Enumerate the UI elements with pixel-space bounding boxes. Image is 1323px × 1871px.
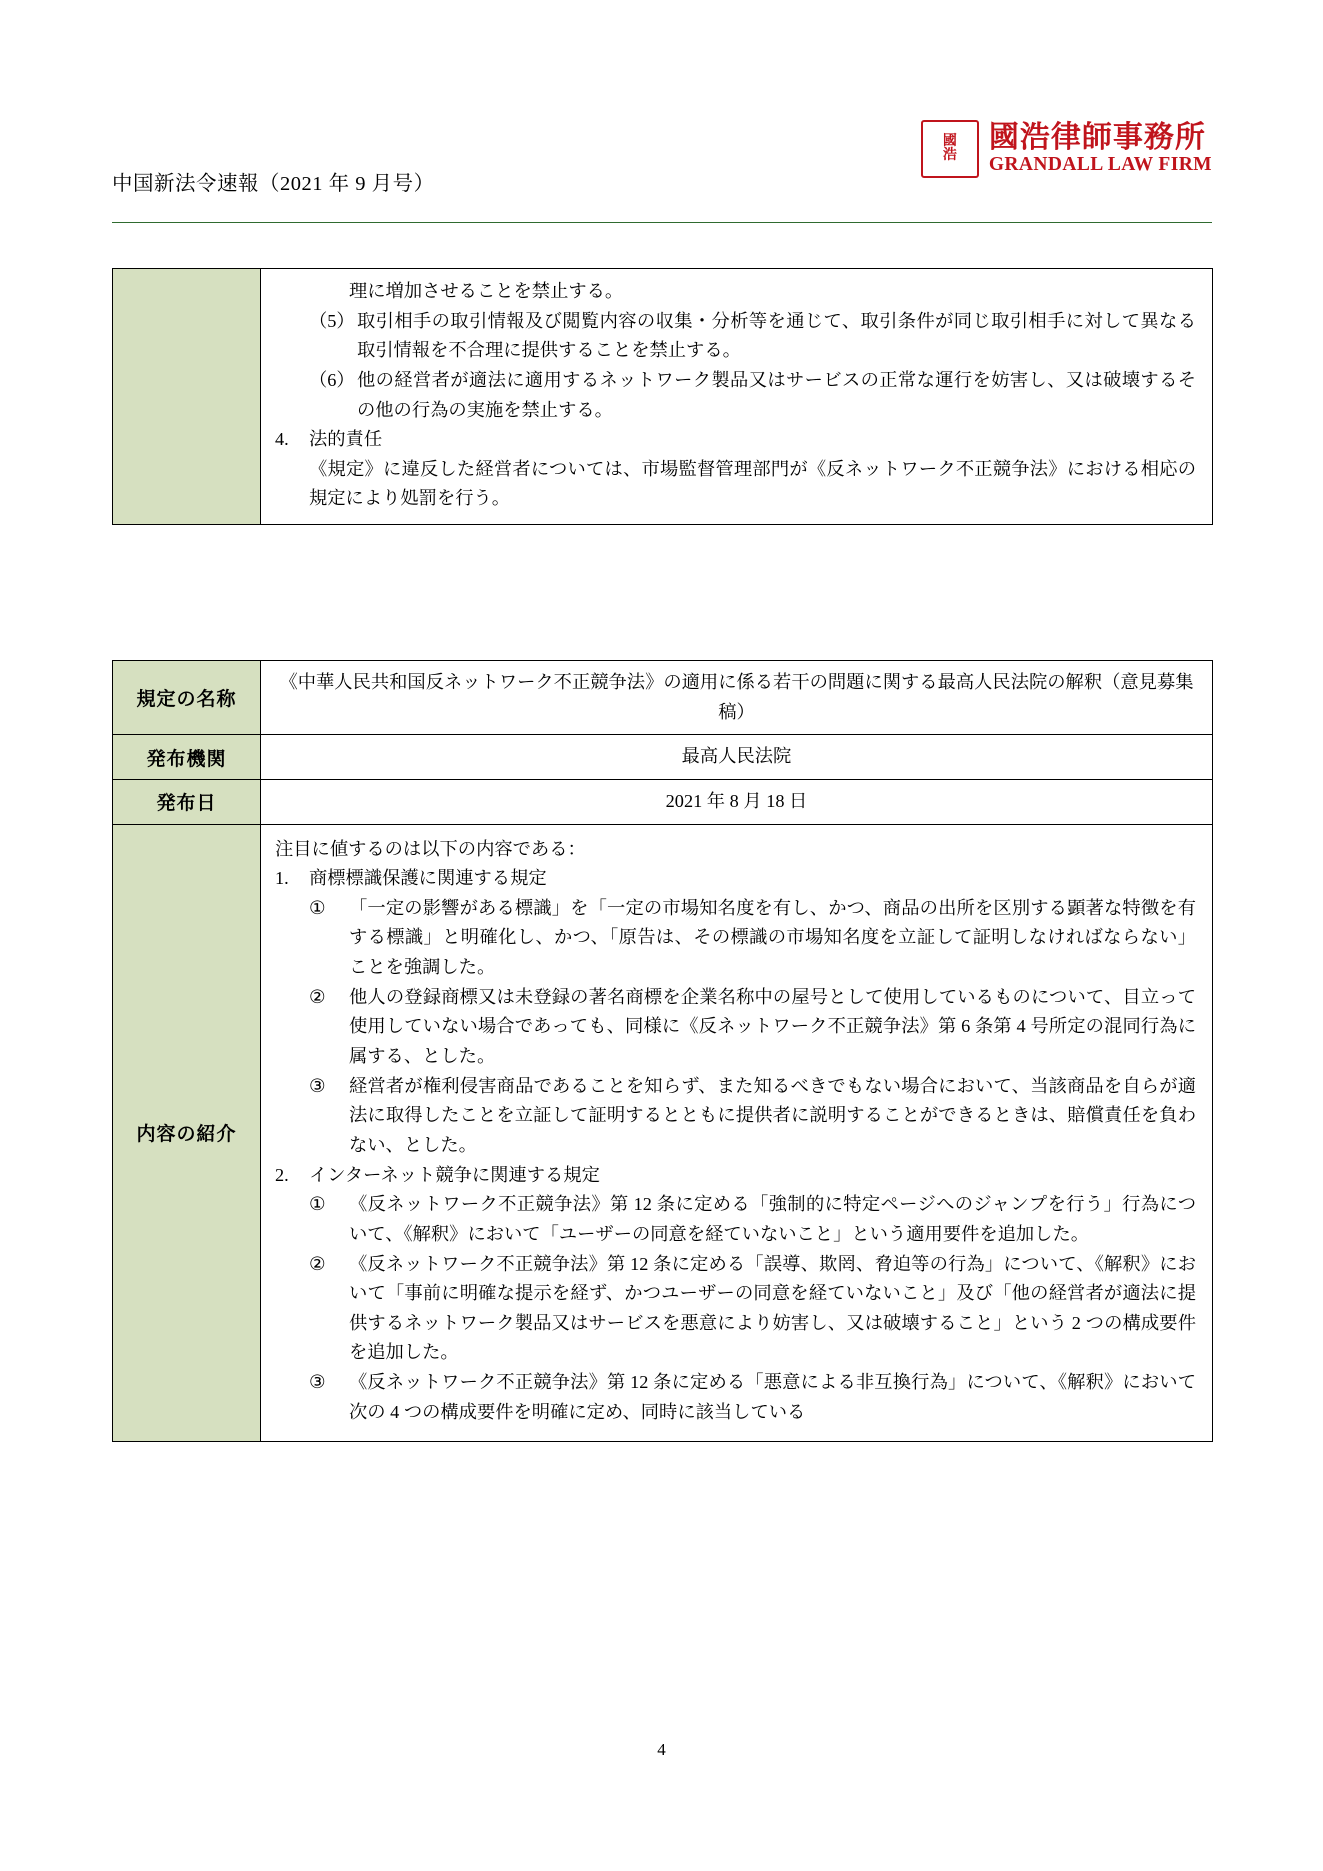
row-label-issuer: 発布機関 bbox=[113, 735, 261, 780]
table-row bbox=[113, 269, 1213, 525]
row-value-date: 2021 年 8 月 18 日 bbox=[261, 779, 1213, 824]
continued-line: 理に増加させることを禁止する。 bbox=[349, 281, 624, 301]
seal-icon bbox=[921, 120, 979, 178]
seal-char-1: 國 bbox=[942, 134, 957, 149]
row-value-issuer: 最高人民法院 bbox=[261, 735, 1213, 780]
list-text: 《反ネットワーク不正競争法》第 12 条に定める「誤導、欺罔、脅迫等の行為」について、《解釈》において「事前に明確な提示を経ず、かつユーザーの同意を経ていないこと」及び「他の経営者が適法に提供するネットワーク製品又はサービスを悪意により妨害し、又は破壊すること」という 2 つの構成要件を追加した。 bbox=[349, 1253, 1196, 1363]
list-text: 取引相手の取引情報及び閲覧内容の収集・分析等を通じて、取引条件が同じ取引相手に対して異なる取引情報を不合理に提供することを禁止する。 bbox=[357, 310, 1196, 361]
page-title: 中国新法令速報（2021 年 9 月号） bbox=[112, 173, 435, 195]
list-marker: ① bbox=[309, 1194, 326, 1215]
list-item bbox=[275, 425, 1196, 455]
list-item bbox=[275, 983, 1196, 1072]
row-value-name: 《中華人民共和国反ネットワーク不正競争法》の適用に係る若干の問題に関する最高人民法院の解釈（意見募集稿） bbox=[261, 661, 1213, 735]
table-row-content bbox=[113, 824, 1213, 1442]
regulation-table-continued bbox=[112, 268, 1213, 525]
table-row-issuer bbox=[113, 735, 1213, 780]
firm-name-cn: 國浩律師事務所 bbox=[988, 121, 1206, 155]
section-heading bbox=[275, 864, 1196, 894]
list-text: 法的責任 bbox=[309, 429, 383, 450]
header-divider bbox=[112, 222, 1212, 223]
section-title: インターネット競争に関連する規定 bbox=[309, 1164, 600, 1185]
list-marker: ① bbox=[309, 897, 326, 918]
list-text: 他人の登録商標又は未登録の著名商標を企業名称中の屋号として使用しているものについて、目立って使用していない場合であっても、同様に《反ネットワーク不正競争法》第 6 条第 4 号所定の混同行為に属する、とした。 bbox=[349, 986, 1196, 1067]
list-text: 《反ネットワーク不正競争法》第 12 条に定める「悪意による非互換行為」について、《解釈》において次の 4 つの構成要件を明確に定め、同時に該当している bbox=[349, 1372, 1196, 1422]
row-label-content: 内容の紹介 bbox=[113, 824, 261, 1442]
list-text: 《反ネットワーク不正競争法》第 12 条に定める「強制的に特定ページへのジャンプを行う」行為について、《解釈》において「ユーザーの同意を経ていないこと」という適用要件を追加した。 bbox=[349, 1194, 1196, 1244]
list-item bbox=[275, 1190, 1196, 1249]
label-cell-empty bbox=[113, 269, 261, 525]
list-marker: （6） bbox=[309, 369, 355, 390]
page-header bbox=[112, 120, 1212, 220]
list-text: 他の経営者が適法に適用するネットワーク製品又はサービスの正常な運行を妨害し、又は破壊するその他の行為の実施を禁止する。 bbox=[357, 369, 1196, 420]
list-marker: ② bbox=[309, 1253, 326, 1274]
regulation-table bbox=[112, 660, 1213, 1442]
list-item bbox=[275, 1250, 1196, 1369]
paragraph: 《規定》に違反した経営者については、市場監督管理部門が《反ネットワーク不正競争法》における相応の規定により処罰を行う。 bbox=[309, 458, 1196, 509]
list-marker: 4. bbox=[275, 429, 289, 450]
list-item bbox=[275, 307, 1196, 366]
section-number: 2. bbox=[275, 1164, 289, 1185]
list-item bbox=[275, 1368, 1196, 1427]
table-row-name bbox=[113, 661, 1213, 735]
list-item bbox=[275, 1072, 1196, 1161]
section-title: 商標標識保護に関連する規定 bbox=[309, 868, 547, 889]
firm-name-block bbox=[989, 122, 1212, 176]
list-marker: ③ bbox=[309, 1075, 326, 1096]
firm-name-en: GRANDALL LAW FIRM bbox=[988, 153, 1212, 175]
page-number: 4 bbox=[657, 1740, 666, 1759]
list-item bbox=[275, 894, 1196, 983]
seal-char-2: 浩 bbox=[942, 148, 957, 163]
list-text: 経営者が権利侵害商品であることを知らず、また知るべきでもない場合において、当該商品を自らが適法に取得したことを立証して証明するとともに提供者に説明することができるときは、賠償責任を負わない、とした。 bbox=[349, 1075, 1196, 1155]
row-label-name: 規定の名称 bbox=[113, 661, 261, 735]
row-value-content bbox=[261, 824, 1213, 1442]
row-label-date: 発布日 bbox=[113, 779, 261, 824]
table-row-date bbox=[113, 779, 1213, 824]
list-item bbox=[275, 366, 1196, 425]
content-cell bbox=[261, 269, 1213, 525]
section-heading bbox=[275, 1161, 1196, 1191]
list-marker: ② bbox=[309, 986, 326, 1007]
firm-logo bbox=[921, 120, 1212, 178]
list-text: 「一定の影響がある標識」を「一定の市場知名度を有し、かつ、商品の出所を区別する顕著な特徴を有する標識」と明確化し、かつ、「原告は、その標識の市場知名度を立証して証明しなければならない」ことを強調した。 bbox=[349, 897, 1196, 978]
list-marker: ③ bbox=[309, 1372, 326, 1393]
section-number: 1. bbox=[275, 868, 289, 889]
content-lead: 注目に値するのは以下の内容である： bbox=[275, 838, 586, 859]
list-marker: （5） bbox=[309, 310, 355, 331]
